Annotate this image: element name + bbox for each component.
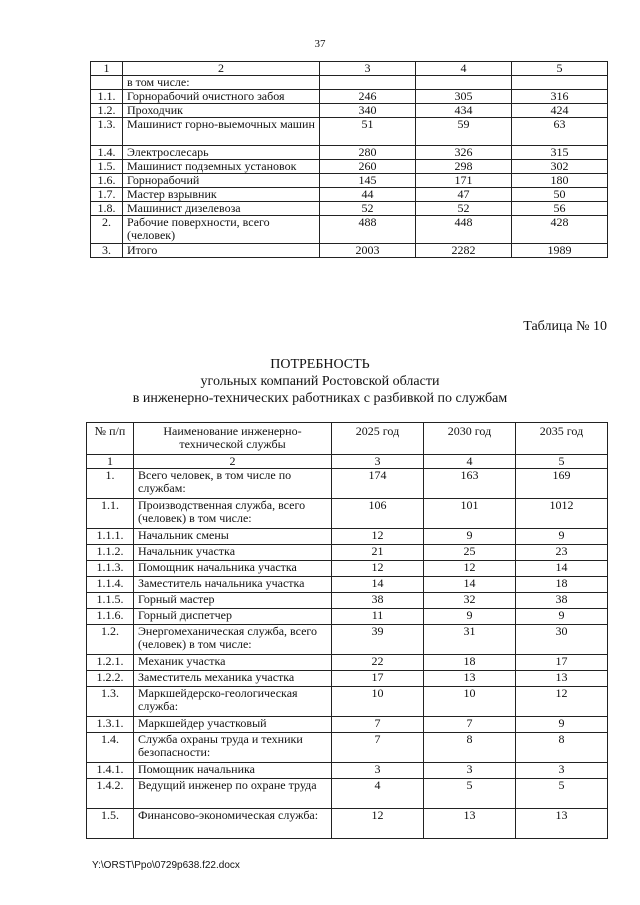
row-name: Горнорабочий очистного забоя <box>123 90 320 104</box>
table-row <box>87 593 608 609</box>
row-number: 3. <box>91 244 123 258</box>
table-row <box>87 733 608 763</box>
value-2025: 106 <box>332 499 424 529</box>
table-label: Таблица № 10 <box>523 319 607 334</box>
value-2035: 9 <box>516 529 608 545</box>
intro-row <box>91 76 608 90</box>
value-cell: 52 <box>416 202 512 216</box>
table-row <box>87 717 608 733</box>
value-cell: 488 <box>320 216 416 244</box>
value-2030: 5 <box>424 779 516 809</box>
value-cell: 51 <box>320 118 416 146</box>
value-2035: 8 <box>516 733 608 763</box>
empty-cell <box>416 76 512 90</box>
value-cell: 246 <box>320 90 416 104</box>
row-number: 1.4.2. <box>87 779 134 809</box>
table-row <box>87 671 608 687</box>
value-2030: 31 <box>424 625 516 655</box>
row-name: Горный мастер <box>134 593 332 609</box>
value-cell: 434 <box>416 104 512 118</box>
row-name: Маркшейдерско-геологическая служба: <box>134 687 332 717</box>
row-name: Механик участка <box>134 655 332 671</box>
value-2030: 14 <box>424 577 516 593</box>
page-number: 37 <box>314 38 326 50</box>
table-row <box>91 188 608 202</box>
row-name: Служба охраны труда и техники безопасности: <box>134 733 332 763</box>
value-2025: 22 <box>332 655 424 671</box>
row-name: Начальник смены <box>134 529 332 545</box>
column-number: 1 <box>87 455 134 469</box>
workers-table <box>90 61 608 258</box>
header-row <box>87 423 608 455</box>
value-2035: 9 <box>516 609 608 625</box>
row-number: 1.5. <box>91 160 123 174</box>
row-number: 1.7. <box>91 188 123 202</box>
row-number: 1.6. <box>91 174 123 188</box>
value-cell: 1989 <box>512 244 608 258</box>
table-row <box>91 90 608 104</box>
value-cell: 171 <box>416 174 512 188</box>
row-name: Производственная служба, всего (человек) в том числе: <box>134 499 332 529</box>
value-2025: 12 <box>332 529 424 545</box>
row-number: 1.1.6. <box>87 609 134 625</box>
table-row <box>91 146 608 160</box>
value-2030: 101 <box>424 499 516 529</box>
row-name: Машинист подземных установок <box>123 160 320 174</box>
row-name: Рабочие поверхности, всего (человек) <box>123 216 320 244</box>
value-cell: 50 <box>512 188 608 202</box>
row-name: Помощник начальника участка <box>134 561 332 577</box>
row-name: Заместитель механика участка <box>134 671 332 687</box>
value-2025: 4 <box>332 779 424 809</box>
value-cell: 424 <box>512 104 608 118</box>
header-year-2030: 2030 год <box>424 423 516 455</box>
value-2030: 10 <box>424 687 516 717</box>
value-cell: 428 <box>512 216 608 244</box>
value-cell: 315 <box>512 146 608 160</box>
value-2030: 25 <box>424 545 516 561</box>
value-cell: 63 <box>512 118 608 146</box>
header-year-2025: 2025 год <box>332 423 424 455</box>
file-path-footer: Y:\ORST\Ppo\0729p638.f22.docx <box>92 860 240 871</box>
row-number: 1.2.2. <box>87 671 134 687</box>
table-row <box>87 655 608 671</box>
value-2030: 163 <box>424 469 516 499</box>
value-2030: 7 <box>424 717 516 733</box>
row-name: Итого <box>123 244 320 258</box>
table-row <box>87 687 608 717</box>
engineering-staff-table <box>86 422 608 839</box>
column-number: 3 <box>320 62 416 76</box>
value-cell: 340 <box>320 104 416 118</box>
value-cell: 180 <box>512 174 608 188</box>
value-2035: 38 <box>516 593 608 609</box>
row-name: Начальник участка <box>134 545 332 561</box>
table-row <box>87 499 608 529</box>
value-cell: 326 <box>416 146 512 160</box>
row-number: 1.1.3. <box>87 561 134 577</box>
table-row <box>87 469 608 499</box>
empty-cell <box>91 76 123 90</box>
value-cell: 316 <box>512 90 608 104</box>
value-2030: 8 <box>424 733 516 763</box>
row-name: Заместитель начальника участка <box>134 577 332 593</box>
title-line-1: ПОТРЕБНОСТЬ <box>270 357 370 372</box>
value-cell: 47 <box>416 188 512 202</box>
table-row <box>91 118 608 146</box>
row-number: 1.1. <box>87 499 134 529</box>
value-2035: 18 <box>516 577 608 593</box>
row-number: 1.3. <box>91 118 123 146</box>
value-2035: 23 <box>516 545 608 561</box>
value-2025: 7 <box>332 733 424 763</box>
column-number: 4 <box>424 455 516 469</box>
value-cell: 448 <box>416 216 512 244</box>
column-number: 4 <box>416 62 512 76</box>
row-number: 1.3. <box>87 687 134 717</box>
row-name: Проходчик <box>123 104 320 118</box>
row-number: 1.2.1. <box>87 655 134 671</box>
column-number: 1 <box>91 62 123 76</box>
title-line-3: в инженерно-технических работниках с разбивкой по службам <box>132 391 508 406</box>
row-name: Горный диспетчер <box>134 609 332 625</box>
row-name: Мастер взрывник <box>123 188 320 202</box>
value-2025: 21 <box>332 545 424 561</box>
row-name: Всего человек, в том числе по службам: <box>134 469 332 499</box>
value-2025: 10 <box>332 687 424 717</box>
row-number: 2. <box>91 216 123 244</box>
row-name: Машинист дизелевоза <box>123 202 320 216</box>
table-row <box>91 202 608 216</box>
header-num: № п/п <box>87 423 134 455</box>
row-name: Ведущий инженер по охране труда <box>134 779 332 809</box>
value-cell: 305 <box>416 90 512 104</box>
value-2030: 13 <box>424 809 516 839</box>
value-2025: 3 <box>332 763 424 779</box>
table-row <box>91 244 608 258</box>
value-cell: 56 <box>512 202 608 216</box>
value-2030: 9 <box>424 529 516 545</box>
value-2025: 17 <box>332 671 424 687</box>
header-year-2035: 2035 год <box>516 423 608 455</box>
row-name: Горнорабочий <box>123 174 320 188</box>
value-cell: 298 <box>416 160 512 174</box>
value-cell: 302 <box>512 160 608 174</box>
value-2025: 14 <box>332 577 424 593</box>
value-2035: 13 <box>516 671 608 687</box>
table-row <box>91 174 608 188</box>
table-row <box>87 609 608 625</box>
column-number-row <box>87 455 608 469</box>
row-number: 1.8. <box>91 202 123 216</box>
value-2035: 14 <box>516 561 608 577</box>
column-number: 2 <box>123 62 320 76</box>
row-number: 1.1.4. <box>87 577 134 593</box>
value-2035: 1012 <box>516 499 608 529</box>
table-row <box>87 561 608 577</box>
column-number: 2 <box>134 455 332 469</box>
value-2035: 13 <box>516 809 608 839</box>
table-row <box>87 763 608 779</box>
row-name: Машинист горно-выемочных машин <box>123 118 320 146</box>
table-row <box>91 160 608 174</box>
table-row <box>87 529 608 545</box>
row-name: Помощник начальника <box>134 763 332 779</box>
row-name: Электрослесарь <box>123 146 320 160</box>
row-number: 1.1.1. <box>87 529 134 545</box>
row-number: 1.2. <box>87 625 134 655</box>
header-name: Наименование инженерно-технической службы <box>134 423 332 455</box>
empty-cell <box>512 76 608 90</box>
table-row <box>91 216 608 244</box>
value-2025: 174 <box>332 469 424 499</box>
value-2035: 5 <box>516 779 608 809</box>
row-number: 1.1.2. <box>87 545 134 561</box>
row-name: Энергомеханическая служба, всего (человек) в том числе: <box>134 625 332 655</box>
value-cell: 280 <box>320 146 416 160</box>
value-2025: 11 <box>332 609 424 625</box>
value-cell: 2282 <box>416 244 512 258</box>
value-2035: 17 <box>516 655 608 671</box>
value-2030: 32 <box>424 593 516 609</box>
column-number: 5 <box>516 455 608 469</box>
row-number: 1.3.1. <box>87 717 134 733</box>
row-number: 1.1.5. <box>87 593 134 609</box>
column-number: 5 <box>512 62 608 76</box>
table-row <box>87 577 608 593</box>
value-2025: 39 <box>332 625 424 655</box>
value-2030: 13 <box>424 671 516 687</box>
value-2025: 7 <box>332 717 424 733</box>
title-line-2: угольных компаний Ростовской области <box>200 374 440 389</box>
row-number: 1.4. <box>87 733 134 763</box>
value-2030: 18 <box>424 655 516 671</box>
value-cell: 2003 <box>320 244 416 258</box>
row-name: Маркшейдер участковый <box>134 717 332 733</box>
value-2025: 12 <box>332 561 424 577</box>
value-2030: 3 <box>424 763 516 779</box>
table-row <box>87 809 608 839</box>
value-cell: 145 <box>320 174 416 188</box>
value-2035: 9 <box>516 717 608 733</box>
value-2035: 169 <box>516 469 608 499</box>
row-number: 1. <box>87 469 134 499</box>
table-row <box>87 625 608 655</box>
row-number: 1.4.1. <box>87 763 134 779</box>
column-number-row <box>91 62 608 76</box>
value-cell: 59 <box>416 118 512 146</box>
row-name: Финансово-экономическая служба: <box>134 809 332 839</box>
row-number: 1.5. <box>87 809 134 839</box>
row-number: 1.1. <box>91 90 123 104</box>
value-2030: 9 <box>424 609 516 625</box>
value-2035: 30 <box>516 625 608 655</box>
empty-cell <box>320 76 416 90</box>
value-2035: 3 <box>516 763 608 779</box>
value-2025: 38 <box>332 593 424 609</box>
column-number: 3 <box>332 455 424 469</box>
row-number: 1.4. <box>91 146 123 160</box>
table-row <box>87 545 608 561</box>
value-cell: 52 <box>320 202 416 216</box>
table-row <box>91 104 608 118</box>
value-2030: 12 <box>424 561 516 577</box>
value-cell: 44 <box>320 188 416 202</box>
row-number: 1.2. <box>91 104 123 118</box>
intro-label: в том числе: <box>123 76 320 90</box>
value-2025: 12 <box>332 809 424 839</box>
table-row <box>87 779 608 809</box>
value-2035: 12 <box>516 687 608 717</box>
value-cell: 260 <box>320 160 416 174</box>
